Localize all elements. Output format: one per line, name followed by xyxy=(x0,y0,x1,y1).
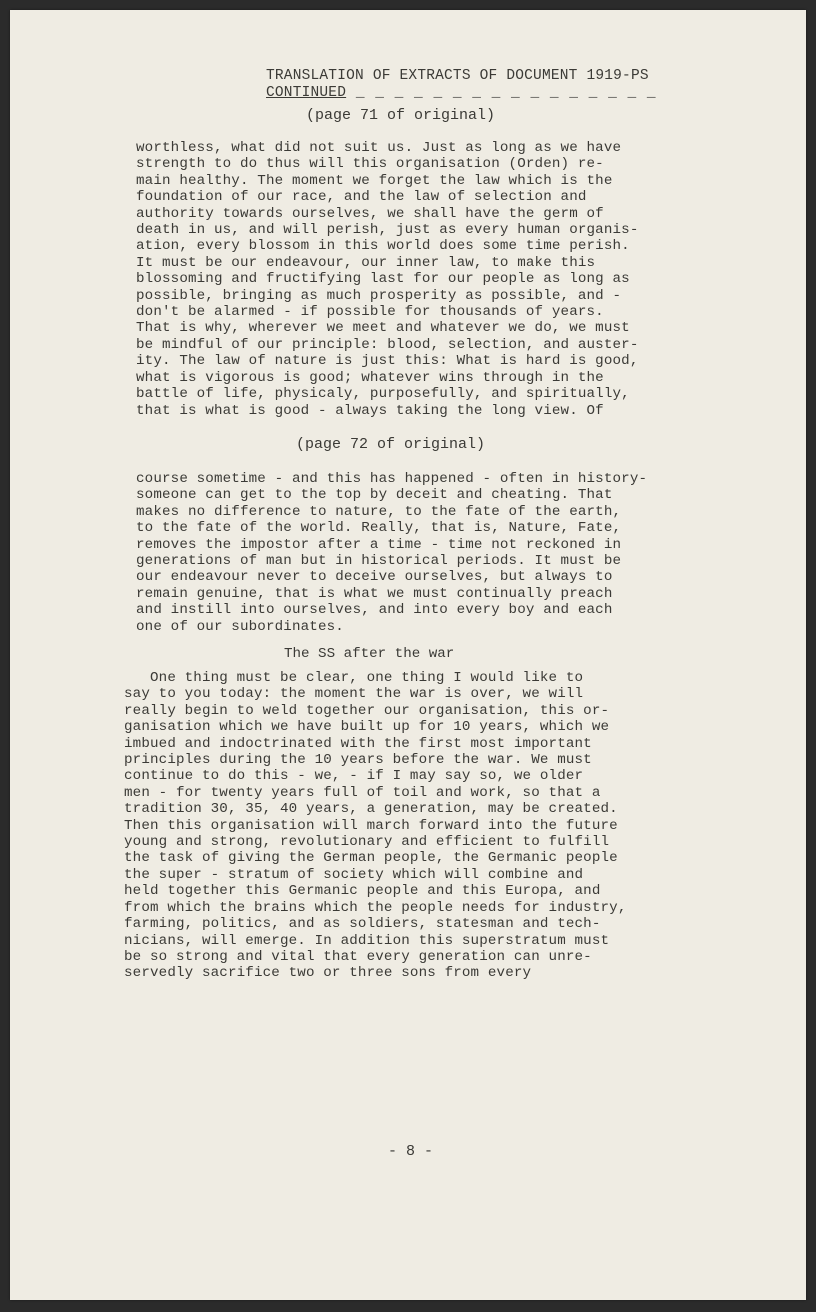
section-subheading: The SS after the war xyxy=(284,646,455,662)
page-number: - 8 - xyxy=(388,1143,434,1160)
paragraph-3: One thing must be clear, one thing I would like to say to you today: the moment the war is over, we will really begin to weld together our organisation, this or- ganisation which we have built up for 10 years, which we imbued and indoctrinated with the first most important principles during the 10 years before the war. We must continue to do this - we, - if I may say so, we older men - for twenty years full of toil and work, so that a tradition 30, 35, 40 years, a generation, may be created. Then this organisation will march forward into the future young and strong, revolutionary and efficient to fulfill the task of giving the German people, the Germanic people the super - stratum of society which will combine and held together this Germanic people and this Europa, and from which the brains which the people needs for industry, farming, politics, and as soldiers, statesman and tech- nicians, will emerge. In addition this superstratum must be so strong and vital that every generation can unre- servedly sacrifice two or three sons from every xyxy=(124,670,627,982)
document-heading xyxy=(266,68,657,102)
paragraph-1: worthless, what did not suit us. Just as long as we have strength to do thus will this organisation (Orden) re- main healthy. The moment we forget the law which is the foundation of our race, and the law of selection and authority towards ourselves, we shall have the germ of death in us, and will perish, just as every human organis- ation, every blossom in this world does some time perish. It must be our endeavour, our inner law, to make this blossoming and fructifying last for our people as long as possible, bringing as much prosperity as possible, and - don't be alarmed - if possible for thousands of years. That is why, wherever we meet and whatever we do, we must be mindful of our principle: blood, selection, and auster- ity. The law of nature is just this: What is hard is good, what is vigorous is good; whatever wins through in the battle of life, physicaly, purposefully, and spiritually, that is what is good - always taking the long view. Of xyxy=(136,140,639,419)
page-note-72: (page 72 of original) xyxy=(296,436,486,453)
heading-title: TRANSLATION OF EXTRACTS OF DOCUMENT 1919-PS xyxy=(266,68,649,84)
paragraph-2: course sometime - and this has happened - often in history- someone can get to the top by deceit and cheating. That makes no difference to nature, to the fate of the earth, to the fate of the world. Really, that is, Nature, Fate, removes the impostor after a time - time not reckoned in generations of man but in historical periods. It must be our endeavour never to deceive ourselves, but always to remain genuine, that is what we must continually preach and instill into ourselves, and into every boy and each one of our subordinates. xyxy=(136,471,648,635)
heading-continued: CONTINUED xyxy=(266,85,347,101)
document-page xyxy=(10,10,806,1300)
heading-rule: _ _ _ _ _ _ _ _ _ _ _ _ _ _ _ _ xyxy=(346,85,657,101)
page-note-71: (page 71 of original) xyxy=(306,107,496,124)
